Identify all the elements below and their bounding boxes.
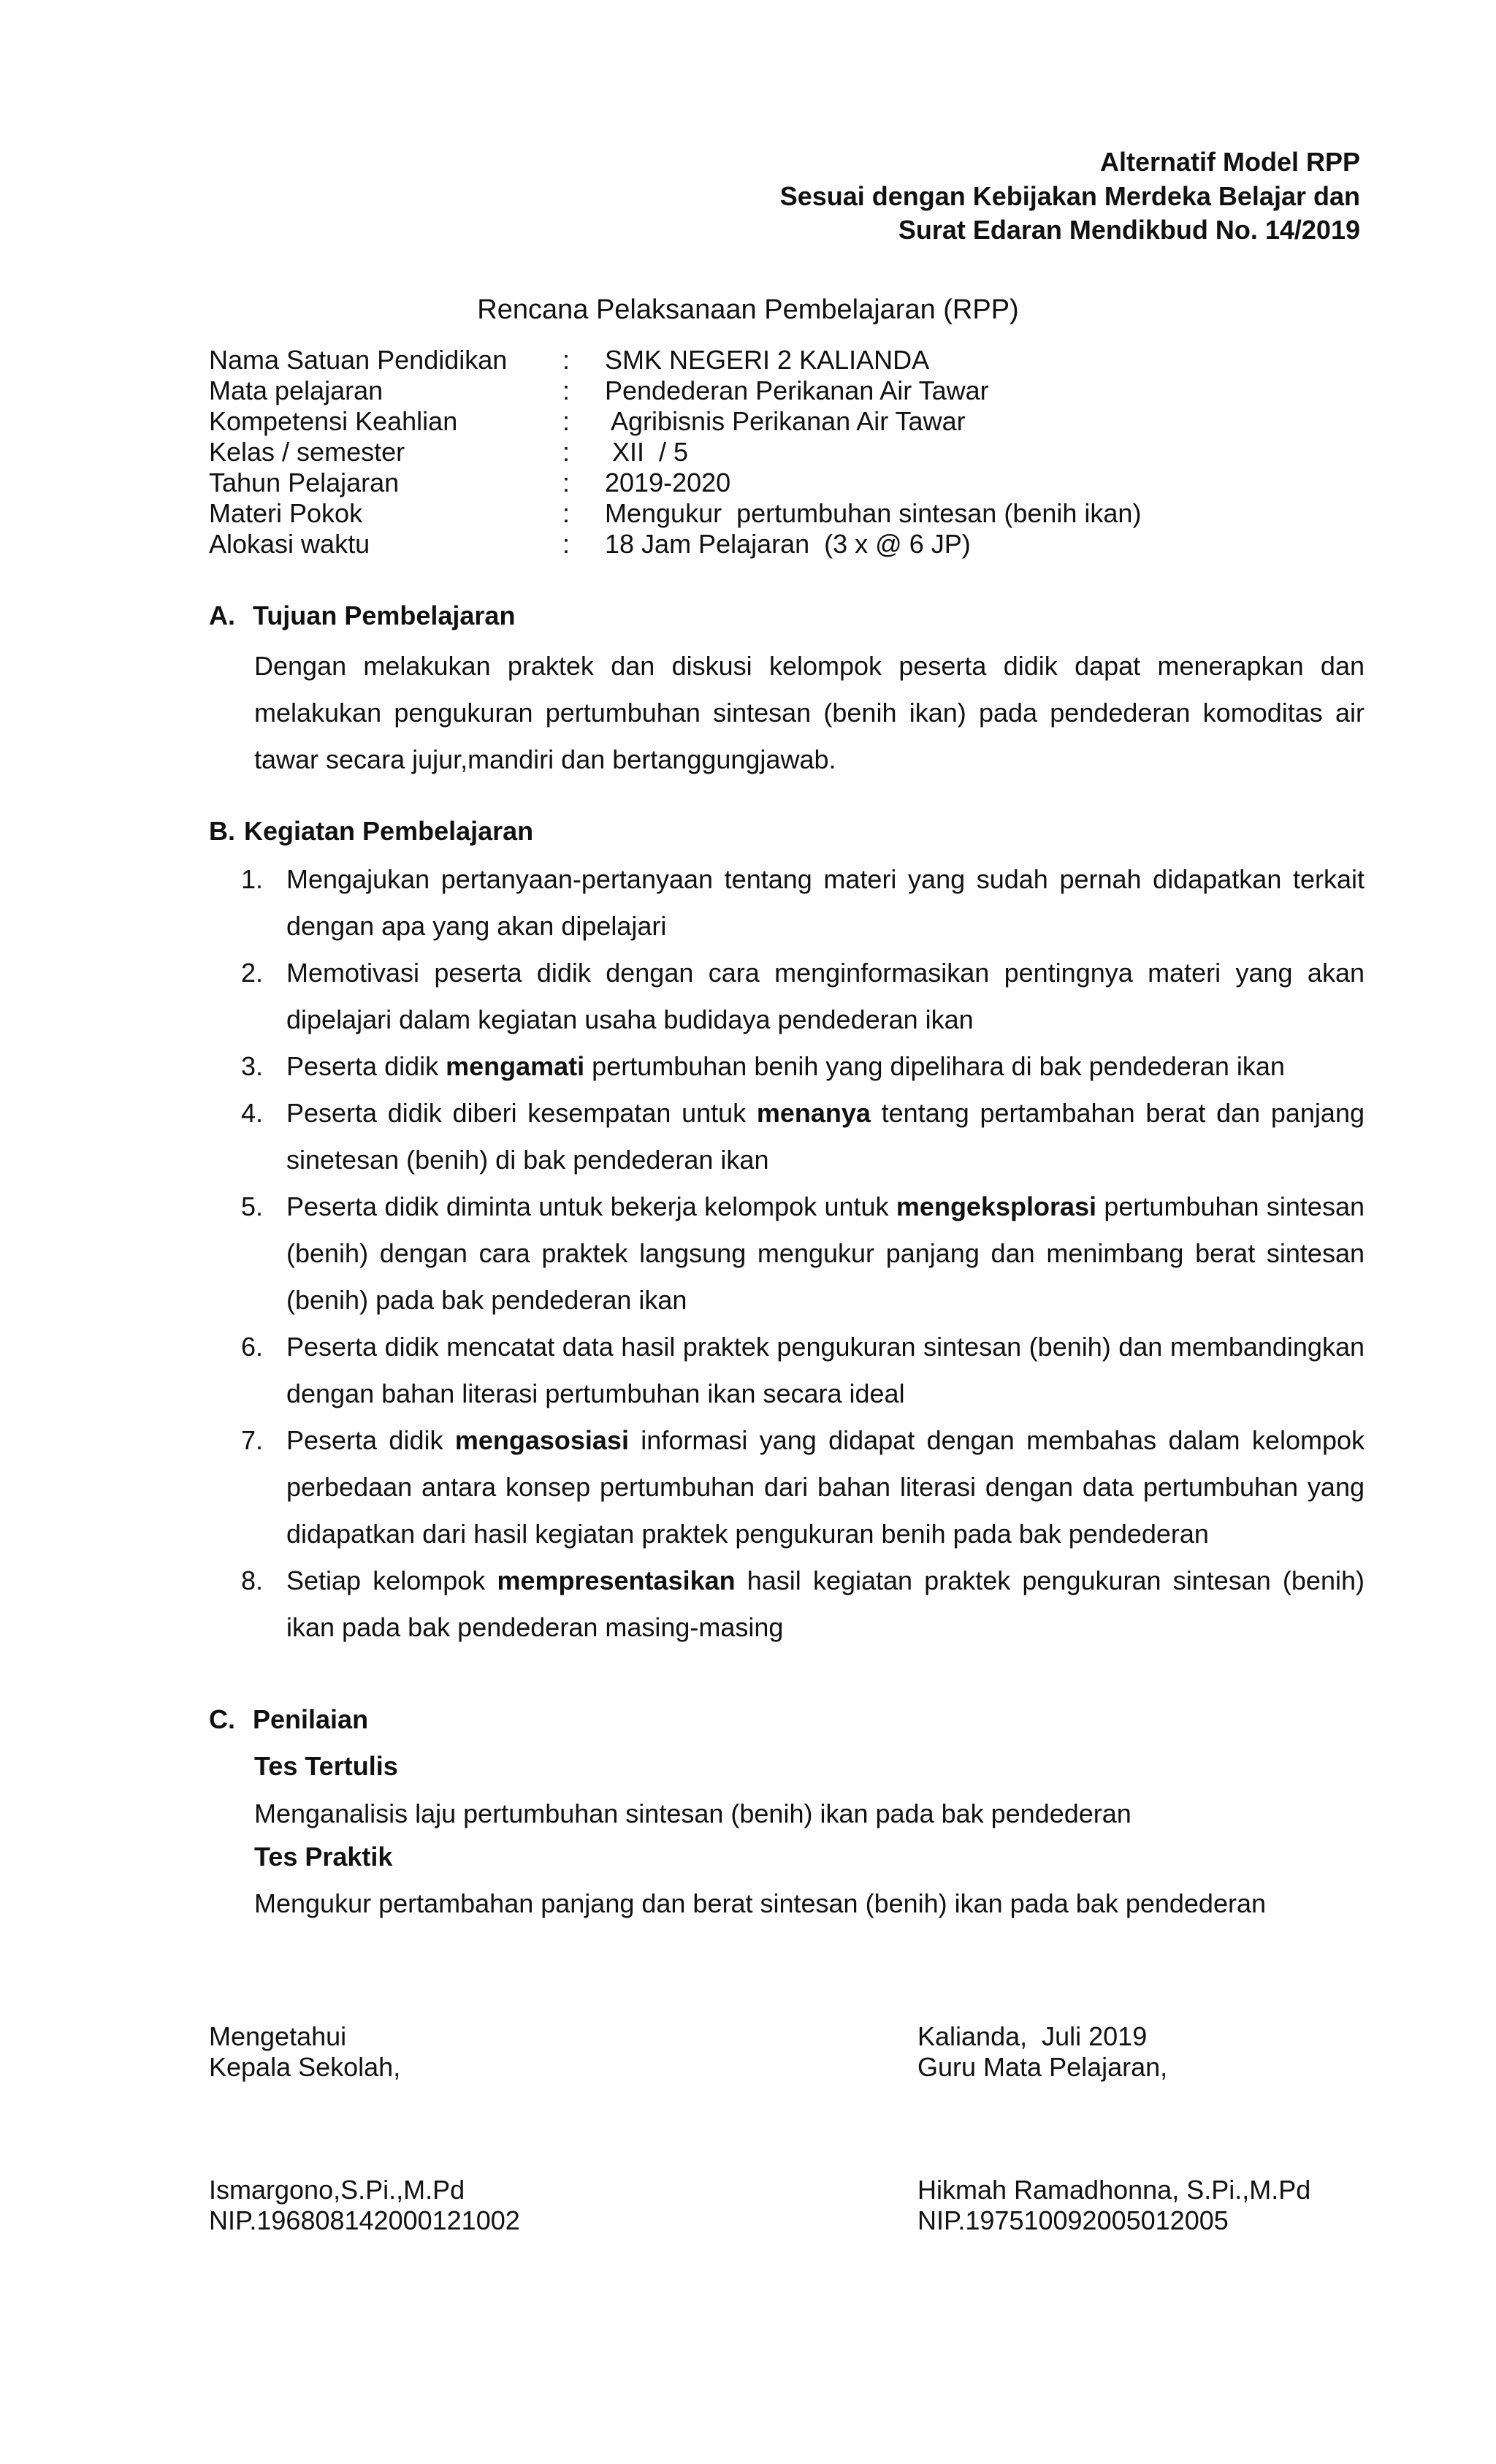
identity-colon: :: [562, 375, 570, 405]
identity-value: Pendederan Perikanan Air Tawar: [605, 375, 989, 405]
section-c-heading: [209, 1704, 368, 1735]
identity-value: Agribisnis Perikanan Air Tawar: [605, 406, 966, 436]
section-letter: C.: [209, 1704, 235, 1734]
list-text-bold: menanya: [756, 1098, 871, 1128]
section-letter: B.: [209, 816, 235, 846]
header-line-1: Alternatif Model RPP: [1099, 147, 1360, 177]
list-item: [241, 1183, 1365, 1324]
section-title: Kegiatan Pembelajaran: [244, 816, 534, 846]
list-number: 1.: [241, 864, 264, 894]
identity-colon: :: [562, 406, 570, 436]
identity-colon: :: [562, 529, 570, 559]
list-text: pertumbuhan benih yang dipelihara di bak pendederan ikan: [584, 1051, 1285, 1081]
test-practical-text: Mengukur pertambahan panjang dan berat sintesan (benih) ikan pada bak pendederan: [254, 1888, 1266, 1918]
list-text-bold: mengeksplorasi: [896, 1191, 1097, 1221]
section-b-heading: [209, 816, 533, 847]
header-line-2: Sesuai dengan Kebijakan Merdeka Belajar dan: [779, 181, 1360, 211]
list-text: Setiap kelompok: [286, 1565, 497, 1595]
list-item: [241, 1043, 1365, 1090]
list-item: [241, 1417, 1365, 1557]
list-text: tentang pertambahan berat dan panjang sinetesan (benih) di bak pendederan ikan: [286, 1098, 1365, 1175]
section-title: Tujuan Pembelajaran: [253, 600, 516, 630]
identity-value: 18 Jam Pelajaran (3 x @ 6 JP): [605, 529, 971, 559]
list-text: Memotivasi peserta didik dengan cara menginformasikan pentingnya materi yang akan dipelajari dalam kegiatan usaha budidaya pendederan ikan: [286, 958, 1365, 1034]
sign-right-line1: Kalianda, Juli 2019: [917, 2021, 1148, 2051]
sign-left-nip: NIP.196808142000121002: [209, 2205, 520, 2235]
section-title: Penilaian: [253, 1704, 369, 1734]
list-text: Peserta didik mencatat data hasil praktek pengukuran sintesan (benih) dan membandingkan dengan bahan literasi pertumbuhan ikan secara ideal: [286, 1332, 1365, 1408]
identity-colon: :: [562, 437, 570, 467]
list-number: 2.: [241, 958, 264, 988]
list-number: 8.: [241, 1565, 264, 1595]
sign-right-nip: NIP.197510092005012005: [917, 2205, 1229, 2235]
sign-right-name: Hikmah Ramadhonna, S.Pi.,M.Pd: [917, 2175, 1311, 2205]
identity-colon: :: [562, 345, 570, 375]
identity-value: XII / 5: [605, 437, 689, 467]
list-item: [241, 1557, 1365, 1651]
identity-label: Kelas / semester: [209, 437, 405, 467]
list-text-bold: mengasosiasi: [454, 1425, 629, 1455]
identity-label: Mata pelajaran: [209, 375, 383, 405]
list-number: 4.: [241, 1098, 264, 1128]
identity-value: SMK NEGERI 2 KALIANDA: [605, 345, 930, 375]
section-a-text: Dengan melakukan praktek dan diskusi kelompok peserta didik dapat menerapkan dan melakukan pengukuran pertumbuhan sintesan (benih ikan) pada pendederan komoditas air tawar secara jujur,mandiri dan bertanggungjawab.: [254, 651, 1365, 774]
identity-label: Materi Pokok: [209, 498, 363, 528]
section-a-heading: [209, 600, 515, 631]
identity-label: Kompetensi Keahlian: [209, 406, 458, 436]
sign-left-name: Ismargono,S.Pi.,M.Pd: [209, 2175, 465, 2205]
identity-label: Tahun Pelajaran: [209, 468, 400, 497]
list-number: 5.: [241, 1191, 264, 1221]
test-written-text: Menganalisis laju pertumbuhan sintesan (benih) ikan pada bak pendederan: [254, 1799, 1131, 1828]
identity-label: Alokasi waktu: [209, 529, 370, 559]
sign-right-line2: Guru Mata Pelajaran,: [917, 2052, 1168, 2082]
list-number: 6.: [241, 1332, 264, 1362]
section-letter: A.: [209, 600, 235, 630]
test-written-title: Tes Tertulis: [254, 1751, 398, 1781]
list-text: informasi yang didapat dengan membahas dalam kelompok perbedaan antara konsep pertumbuhan dari bahan literasi dengan data pertumbuhan yang didapatkan dari hasil kegiatan praktek pengukuran benih pada bak pendederan: [286, 1425, 1365, 1549]
list-item: [241, 1324, 1365, 1417]
list-item: [241, 856, 1365, 950]
list-text: Peserta didik: [286, 1425, 455, 1455]
identity-value: Mengukur pertumbuhan sintesan (benih ikan): [605, 498, 1142, 528]
list-number: 3.: [241, 1051, 264, 1081]
list-item: [241, 950, 1365, 1043]
list-text-bold: mempresentasikan: [497, 1565, 736, 1595]
list-text: Peserta didik diberi kesempatan untuk: [286, 1098, 757, 1128]
list-text: Peserta didik: [286, 1051, 446, 1081]
identity-value: 2019-2020: [605, 468, 731, 497]
list-text: Peserta didik diminta untuk bekerja kelompok untuk: [286, 1191, 896, 1221]
sign-left-line1: Mengetahui: [209, 2021, 347, 2051]
list-item: [241, 1090, 1365, 1183]
sign-left-line2: Kepala Sekolah,: [209, 2052, 401, 2082]
list-text-bold: mengamati: [446, 1051, 585, 1081]
header-line-3: Surat Edaran Mendikbud No. 14/2019: [898, 215, 1360, 245]
list-number: 7.: [241, 1425, 264, 1455]
document-title: Rencana Pelaksanaan Pembelajaran (RPP): [477, 294, 1019, 325]
identity-label: Nama Satuan Pendidikan: [209, 345, 508, 375]
identity-colon: :: [562, 498, 570, 528]
list-text: hasil kegiatan praktek pengukuran sintesan (benih) ikan pada bak pendederan masing-masing: [286, 1565, 1365, 1642]
test-practical-title: Tes Praktik: [254, 1842, 393, 1872]
identity-colon: :: [562, 468, 570, 497]
list-text: Mengajukan pertanyaan-pertanyaan tentang materi yang sudah pernah didapatkan terkait dengan apa yang akan dipelajari: [286, 864, 1365, 941]
list-text: pertumbuhan sintesan (benih) dengan cara praktek langsung mengukur panjang dan menimbang berat sintesan (benih) pada bak pendederan ikan: [286, 1191, 1365, 1315]
